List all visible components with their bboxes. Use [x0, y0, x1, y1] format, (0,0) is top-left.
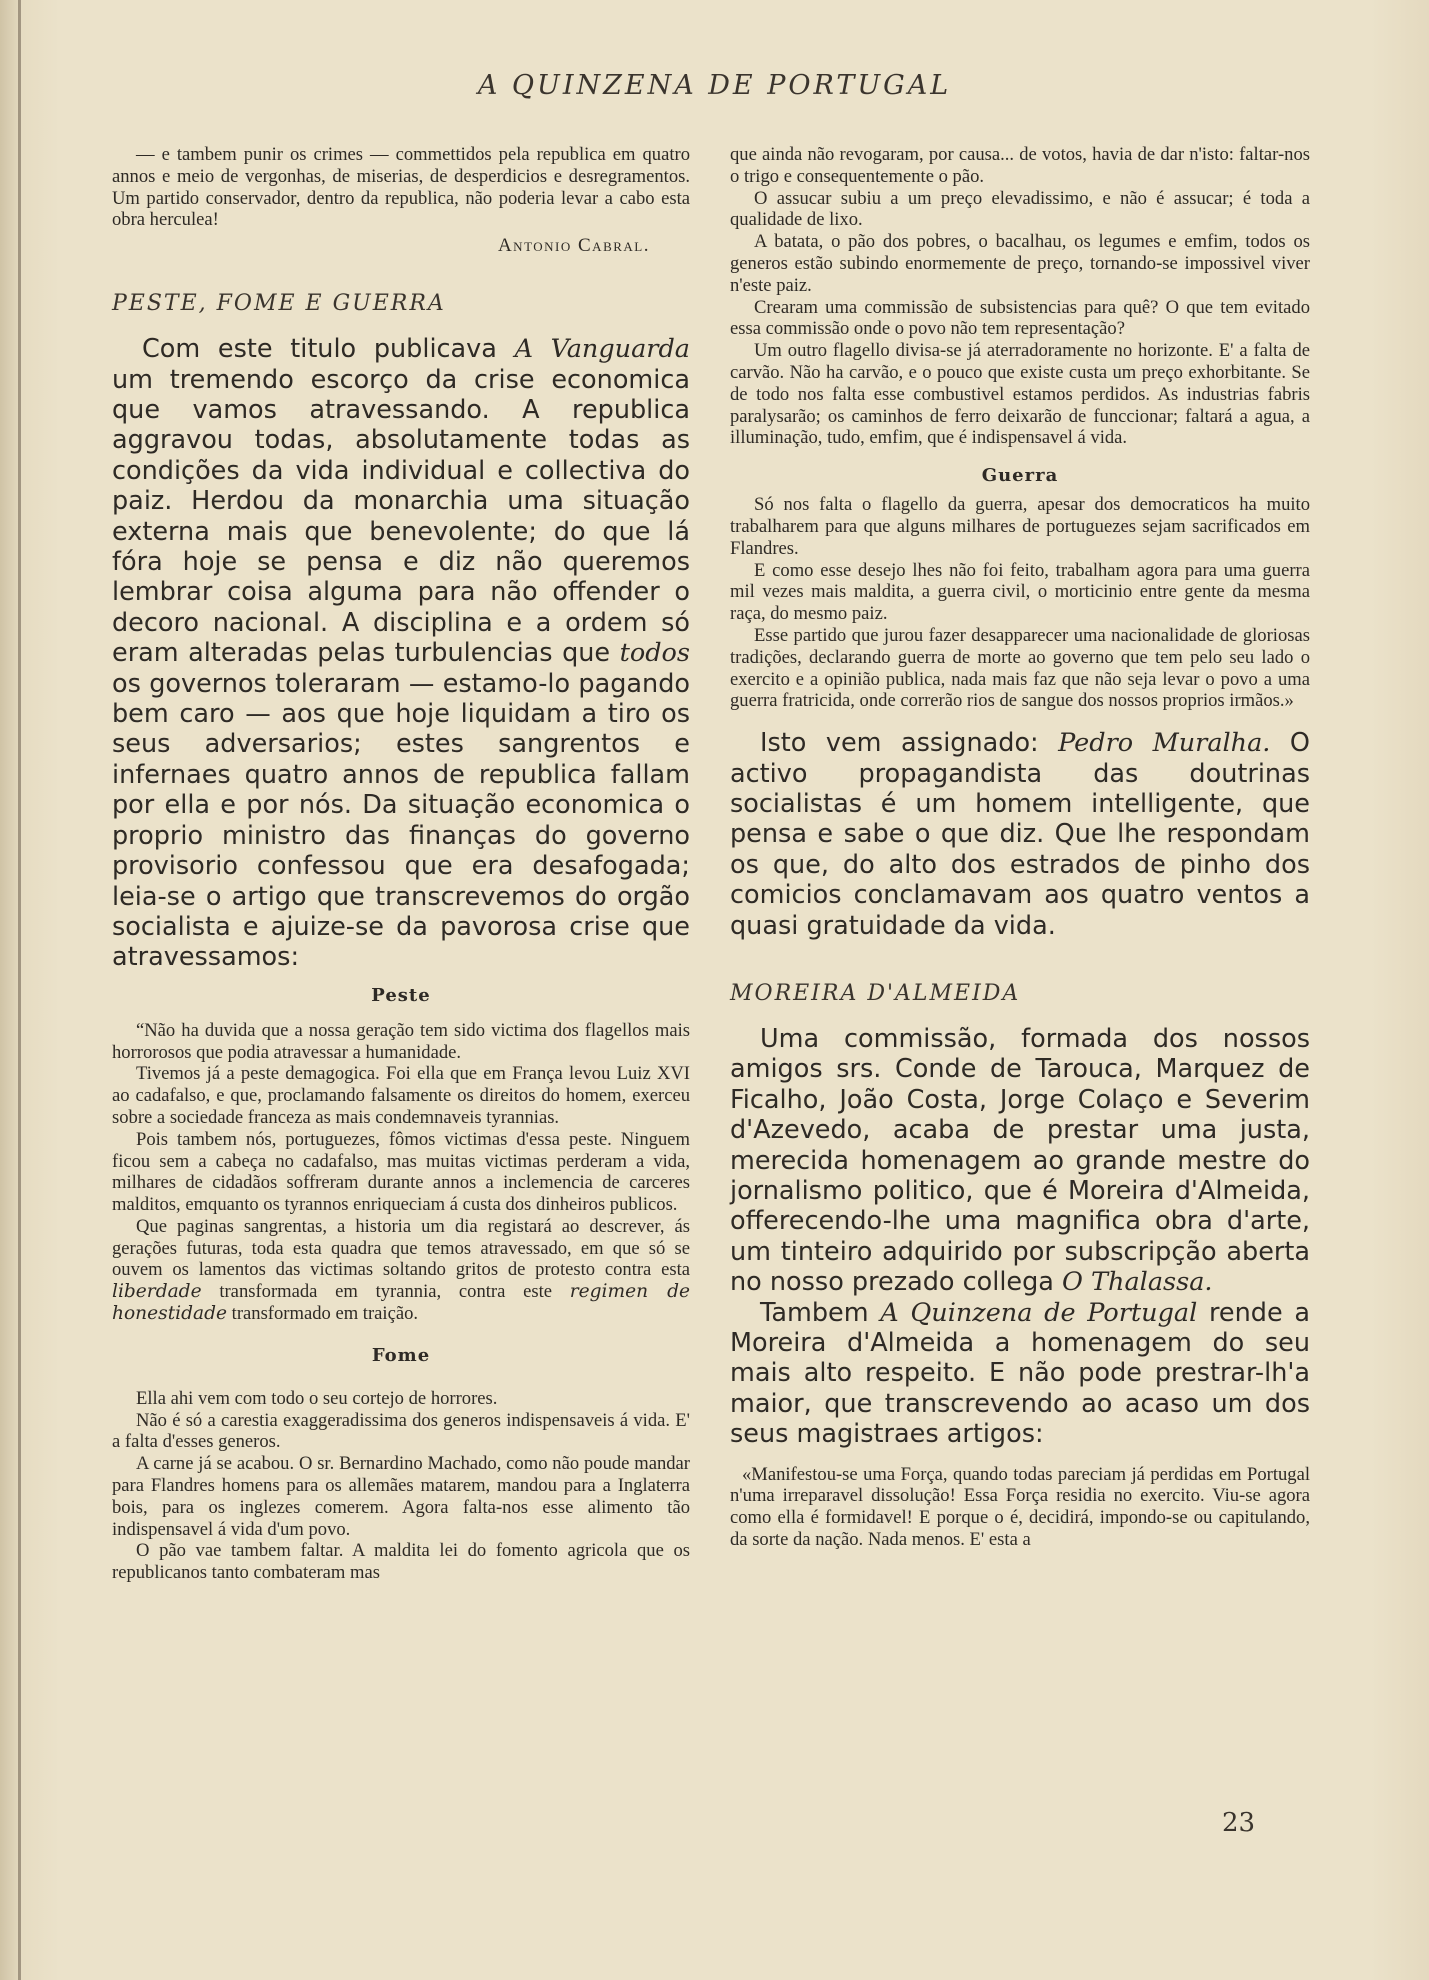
moreira-paragraph [730, 1024, 1310, 1298]
text-run: os governos toleraram — estamo-lo pagando bem caro — aos que hoje liquidam a tiro os seus adversarios; estes sangrentos e infernaes quatro annos de republica fallam por ella e por nós. Da situação economica o proprio ministro das finanças do governo provisorio confessou que era desafogada; leia-se o artigo que transcrevemos do orgão socialista e ajuize-se da pavorosa crise que atravessamos: [112, 668, 690, 973]
fome-paragraph: Um outro flagello divisa-se já aterradoramente no horizonte. E' a falta de carvão. Não ha carvão, e o pouco que existe custa um preço exhorbitante. Se de todo nos falta esse combustivel estamos perdidos. As industrias fabris paralysarão; os caminhos de ferro deixarão de funccionar; faltará a agua, a illuminação, tudo, emfim, que é indispensavel á vida. [730, 340, 1310, 449]
peste-paragraph: Pois tambem nós, portuguezes, fômos victimas d'essa peste. Ninguem ficou sem a cabeça no cadafalso, mas muitas victimas perderam a vida, milhares de cidadãos soffreram durante annos a inclemencia de carceres malditos, emquanto os tyrannos enriqueciam á custa dos dinheiros publicos. [112, 1128, 690, 1216]
fome-paragraph: A carne já se acabou. O sr. Bernardino Machado, como não poude mandar para Flandres homens para os allemães matarem, mandou para a Inglaterra bois, para os inglezes comerem. Agora falta-nos esse alimento tão indispensavel á vida d'um povo. [112, 1453, 690, 1540]
fome-paragraph: Não é só a carestia exaggeradissima dos generos indispensaveis á vida. E' a falta d'esses generos. [112, 1409, 690, 1453]
conclusion-paragraph [730, 728, 1310, 941]
fome-paragraph: O pão vae tambem faltar. A maldita lei do fomento agricola que os republicanos tanto combateram mas [112, 1540, 690, 1584]
guerra-paragraph: E como esse desejo lhes não foi feito, trabalham agora para uma guerra mil vezes mais maldita, a guerra civil, o morticinio entre gente da mesma raça, do mesmo paiz. [730, 559, 1310, 625]
right-column [730, 144, 1310, 1551]
emphasis-text: liberdade [112, 1281, 202, 1303]
text-run: Com este titulo publicava [142, 334, 515, 365]
running-header: A QUINZENA DE PORTUGAL [477, 70, 952, 101]
subhead-guerra: Guerra [981, 465, 1059, 487]
author-name: Pedro Muralha. [1058, 728, 1271, 759]
fome-paragraph-continued: que ainda não revogaram, por causa... de votos, havia de dar n'isto: faltar-nos o trigo e consequentemente o pão. [730, 144, 1310, 187]
peste-paragraph [112, 1216, 690, 1325]
quote-paragraph: «Manifestou-se uma Força, quando todas pareciam já perdidas em Portugal n'uma irreparavel dissolução! Essa Força residia no exercito. Viu-se agora como ella é formidavel! E porque o é, decidirá, impondo-se ou capitulando, da sorte da nação. Nada menos. E' esta a [730, 1463, 1310, 1551]
text-run: Que paginas sangrentas, a historia um dia registará ao descrever, ás gerações futuras, toda esta quadra que temos atravessado, em que só se ouvem os lamentos das victimas soltando gritos de protesto contra esta [112, 1215, 690, 1281]
page-binding-edge [18, 0, 21, 1980]
publication-name: A Quinzena de Portugal [880, 1297, 1198, 1328]
text-run: transformada em tyrannia, contra este [201, 1281, 570, 1303]
moreira-paragraph [730, 1298, 1310, 1450]
peste-paragraph: Tivemos já a peste demagogica. Foi ella que em França levou Luiz XVI ao cadafalso, e que, proclamando falsamente os direitos do homem, exerceu sobre a sociedade franceza as mais condemnaveis tyrannias. [112, 1063, 690, 1128]
text-run: transformado em traição. [227, 1303, 419, 1325]
fome-paragraph: O assucar subiu a um preço elevadissimo, e não é assucar; é toda a qualidade de lixo. [730, 187, 1310, 231]
text-run: Uma commissão, formada dos nossos amigos srs. Conde de Tarouca, Marquez de Ficalho, João Costa, Jorge Colaço e Severim d'Azevedo, acaba de prestar uma justa, merecida homenagem ao grande mestre do jornalismo politico, que é Moreira d'Almeida, offerecendo-lhe uma magnifica obra d'arte, um tinteiro adquirido por subscripção aberta no nosso prezado collega [730, 1023, 1310, 1298]
peste-paragraph: “Não ha duvida que a nossa geração tem sido victima dos flagellos mais horrorosos que podia atravessar a humanidade. [112, 1019, 690, 1063]
text-run: Tambem [760, 1297, 881, 1328]
text-run: Isto vem assignado: [760, 728, 1059, 759]
emphasis-text: todos [619, 638, 690, 669]
publication-name: O Thalassa. [1062, 1267, 1213, 1298]
left-column [112, 144, 690, 1584]
main-article-paragraph [112, 334, 690, 973]
section-title-moreira: MOREIRA D'ALMEIDA [730, 980, 1021, 1006]
fome-paragraph: Crearam uma commissão de subsistencias para quê? O que tem evitado essa commissão onde o povo não tem representação? [730, 296, 1310, 340]
intro-paragraph: — e tambem punir os crimes — commettidos pela republica em quatro annos e meio de vergonhas, de miserias, de desperdicios e desregramentos. Um partido conservador, dentro da republica, não poderia levar a cabo esta obra herculea! [112, 144, 690, 231]
publication-name: A Vanguarda [514, 334, 691, 365]
section-title-peste-fome-guerra: PESTE, FOME E GUERRA [112, 291, 446, 317]
text-run: um tremendo escorço da crise economica que vamos atravessando. A republica aggravou todas, absolutamente todas as condições da vida individual e collectiva do paiz. Herdou da monarchia uma situação externa mais que benevolente; do que lá fóra hoje se pensa e diz não queremos lembrar coisa alguma para não offender o decoro nacional. A disciplina e a ordem só eram alteradas pelas turbulencias que [112, 364, 690, 669]
text-run: rende a Moreira d'Almeida a homenagem do seu mais alto respeito. E não pode prestrar-lh'a maior, que transcrevendo ao acaso um dos seus magistraes artigos: [730, 1297, 1310, 1450]
fome-paragraph: Ella ahi vem com todo o seu cortejo de horrores. [136, 1387, 498, 1409]
guerra-paragraph: Esse partido que jurou fazer desapparecer uma nacionalidade de gloriosas tradições, declarando guerra de morte ao governo que tem pelo seu lado o exercito e a opinião publica, nada mais faz que não seja levar o povo a uma guerra fratricida, onde correrão rios de sangue dos nossos proprios irmãos.» [730, 624, 1310, 712]
page-number: 23 [1222, 1808, 1256, 1838]
subhead-fome: Fome [371, 1344, 431, 1366]
subhead-peste: Peste [371, 984, 431, 1006]
guerra-paragraph: Só nos falta o flagello da guerra, apesar dos democraticos ha muito trabalharem para que alguns milhares de portuguezes sejam sacrificados em Flandres. [730, 494, 1310, 559]
emphasis-text: regimen de honestidade [112, 1281, 690, 1325]
fome-paragraph: A batata, o pão dos pobres, o bacalhau, os legumes e emfim, todos os generos estão subindo enormemente de preço, tornando-se impossivel viver n'este paiz. [730, 231, 1310, 296]
author-signature: Antonio Cabral. [497, 235, 650, 257]
text-run: O activo propagandista das doutrinas socialistas é um homem intelligente, que pensa e sabe o que diz. Que lhe respondam os que, do alto dos estrados de pinho dos comicios conclamavam aos quatro ventos a quasi gratuidade da vida. [730, 728, 1310, 941]
